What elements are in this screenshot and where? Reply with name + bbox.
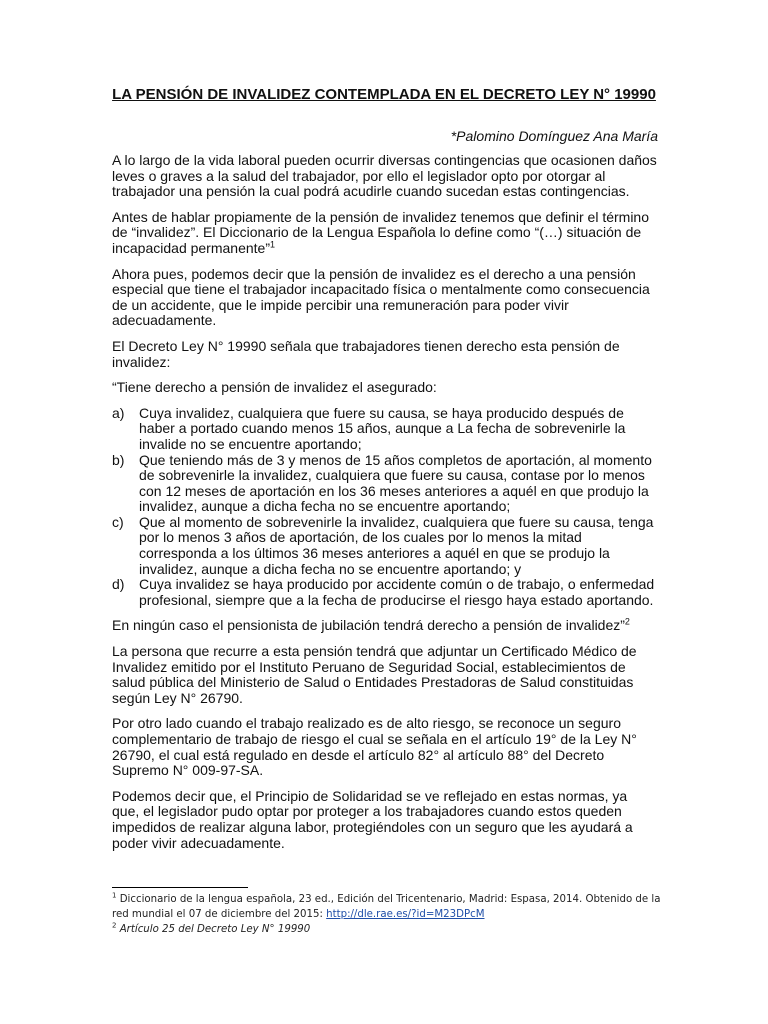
document-body [112,153,658,861]
footnote-1 [112,892,662,922]
document-title: LA PENSIÓN DE INVALIDEZ CONTEMPLADA EN EL DECRETO LEY N° 19990 [112,86,656,103]
paragraph-definition-text: Antes de hablar propiamente de la pensión de invalidez tenemos que definir el término de “invalidez”. El Diccionario de la Lengua Española lo define como “(…) situación de incapacidad permanente” [112,208,650,256]
paragraph-solidarity: Podemos decir que, el Principio de Solidaridad se ve reflejado en estas normas, ya que, el legislador pudo optar por proteger a los trabajadores cuando estos queden impedidos de realizar alguna labor, protegiéndoles con un seguro que les ayudará a poder vivir adecuadamente. [112,787,633,851]
paragraph-definition [112,210,658,257]
list-item [112,515,658,577]
list-item [112,453,658,515]
paragraph-quote-close [112,618,658,634]
list-marker: a) [112,404,125,421]
paragraph-intro: A lo largo de la vida laboral pueden ocurrir diversas contingencias que ocasionen daños leves o graves a la salud del trabajador, por ello el legislador opto por otorgar al trabajador una pensión la cual podrá acudirle cuando sucedan estas contingencias. [112,152,657,200]
list-item-text: Cuya invalidez se haya producido por accidente común o de trabajo, o enfermedad profesional, siempre que a la fecha de producirse el riesgo haya estado aportando. [139,576,655,608]
footnotes [112,892,662,937]
footnote-1-number: 1 [112,891,117,900]
list-item [112,577,658,608]
footnote-2 [112,922,662,937]
list-item-text: Que teniendo más de 3 y menos de 15 años completos de aportación, al momento de sobrevenirle la invalidez, cualquiera que fuere su causa, contase por lo menos con 12 meses de aportación en los 36 meses anteriores a aquél en que produjo la invalidez, aunque a dicha fecha no se encuentre aportando; [139,451,652,515]
footnote-1-link[interactable]: http://dle.rae.es/?id=M23DPcM [326,909,485,920]
footnote-1-text: Diccionario de la lengua española, 23 ed., Edición del Tricentenario, Madrid: Espasa, 2014. Obtenido de la red mundial el 07 de diciembre del 2015: [112,894,661,920]
requirements-list [112,406,658,609]
paragraph-pension-right: Ahora pues, podemos decir que la pensión de invalidez es el derecho a una pensión especial que tiene el trabajador incapacitado física o mentalmente como consecuencia de un accidente, que le impide percibir una remuneración para poder vivir adecuadamente. [112,265,650,329]
footnote-ref-1[interactable]: 1 [270,239,276,250]
paragraph-risk-insurance: Por otro lado cuando el trabajo realizado es de alto riesgo, se reconoce un seguro complementario de trabajo de riesgo el cual se señala en el artículo 19° de la Ley N° 26790, el cual está regulado en desde el artículo 82° al artículo 88° del Decreto Supremo N° 009-97-SA. [112,715,637,779]
footnote-2-text: Artículo 25 del Decreto Ley N° 19990 [116,924,311,935]
list-marker: b) [112,451,125,468]
footnote-separator [112,887,248,888]
footnote-ref-2[interactable]: 2 [624,616,630,627]
quote-intro: “Tiene derecho a pensión de invalidez el asegurado: [112,379,437,396]
list-marker: c) [112,513,124,530]
list-item-text: Que al momento de sobrevenirle la invalidez, cualquiera que fuere su causa, tenga por lo menos 3 años de aportación, de los cuales por lo menos la mitad corresponda a los últimos 36 meses anteriores a aquél en que se produjo la invalidez, aunque a dicha fecha no se encuentre aportando; y [139,513,654,577]
author-line: *Palomino Domínguez Ana María [450,128,658,144]
list-item-text: Cuya invalidez, cualquiera que fuere su causa, se haya producido después de haber a portado cuando menos 15 años, aunque a La fecha de sobrevenirle la invalide no se encuentre aportando; [139,404,626,452]
list-marker: d) [112,576,125,593]
paragraph-certificate: La persona que recurre a esta pensión tendrá que adjuntar un Certificado Médico de Invalidez emitido por el Instituto Peruano de Seguridad Social, establecimientos de salud pública del Ministerio de Salud o Entidades Prestadoras de Salud constituidas según Ley N° 26790. [112,643,637,706]
list-item [112,406,658,453]
paragraph-quote-close-text: En ningún caso el pensionista de jubilación tendrá derecho a pensión de invalidez” [112,617,625,634]
paragraph-decree: El Decreto Ley N° 19990 señala que trabajadores tienen derecho esta pensión de invalidez: [112,337,620,370]
footnote-2-number: 2 [112,921,117,930]
